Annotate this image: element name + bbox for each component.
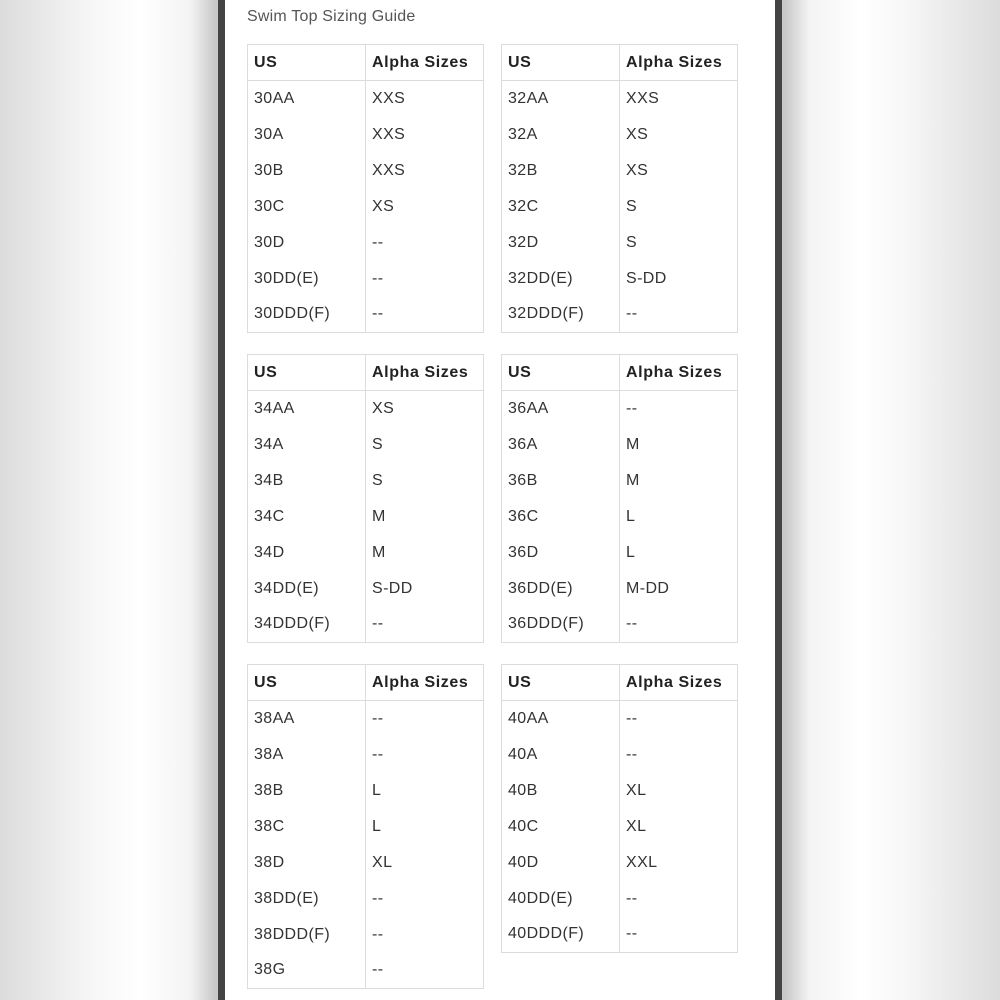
us-size-cell: 38D xyxy=(248,845,366,881)
us-size-cell: 38DDD(F) xyxy=(248,917,366,953)
table-row xyxy=(502,499,738,535)
table-row xyxy=(502,427,738,463)
size-table-30 xyxy=(247,44,484,333)
alpha-size-cell: -- xyxy=(366,261,484,297)
us-size-cell: 36B xyxy=(502,463,620,499)
table-row xyxy=(248,391,484,427)
alpha-size-cell: -- xyxy=(366,917,484,953)
table-row xyxy=(248,225,484,261)
table-row xyxy=(502,117,738,153)
us-size-cell: 30DD(E) xyxy=(248,261,366,297)
table-header-row xyxy=(502,355,738,391)
us-size-cell: 38DD(E) xyxy=(248,881,366,917)
alpha-size-cell: L xyxy=(620,535,738,571)
table-row xyxy=(248,701,484,737)
alpha-size-cell: -- xyxy=(620,391,738,427)
alpha-size-cell: XXL xyxy=(620,845,738,881)
table-row xyxy=(502,153,738,189)
us-size-cell: 30DDD(F) xyxy=(248,297,366,333)
table-row xyxy=(502,845,738,881)
page-title: Swim Top Sizing Guide xyxy=(247,8,416,25)
table-row xyxy=(248,153,484,189)
table-row xyxy=(248,881,484,917)
us-size-cell: 38B xyxy=(248,773,366,809)
us-size-cell: 34AA xyxy=(248,391,366,427)
table-row xyxy=(248,535,484,571)
alpha-size-cell: -- xyxy=(620,297,738,333)
alpha-size-cell: -- xyxy=(620,701,738,737)
size-table-38 xyxy=(247,664,484,989)
table-row xyxy=(502,809,738,845)
us-size-cell: 36D xyxy=(502,535,620,571)
table-header-row xyxy=(248,665,484,701)
table-row xyxy=(248,117,484,153)
us-size-cell: 36AA xyxy=(502,391,620,427)
alpha-size-cell: XXS xyxy=(620,81,738,117)
table-row xyxy=(248,261,484,297)
us-size-cell: 40D xyxy=(502,845,620,881)
us-size-cell: 32DDD(F) xyxy=(502,297,620,333)
alpha-size-cell: S-DD xyxy=(366,571,484,607)
alpha-size-cell: L xyxy=(366,809,484,845)
alpha-column-header: Alpha Sizes xyxy=(620,355,738,391)
us-size-cell: 32C xyxy=(502,189,620,225)
alpha-size-cell: M xyxy=(620,427,738,463)
alpha-size-cell: -- xyxy=(366,881,484,917)
alpha-size-cell: S xyxy=(366,427,484,463)
us-size-cell: 40DDD(F) xyxy=(502,917,620,953)
alpha-column-header: Alpha Sizes xyxy=(366,665,484,701)
alpha-size-cell: S-DD xyxy=(620,261,738,297)
alpha-size-cell: -- xyxy=(366,953,484,989)
table-row xyxy=(502,773,738,809)
alpha-size-cell: -- xyxy=(620,881,738,917)
table-row xyxy=(248,571,484,607)
alpha-column-header: Alpha Sizes xyxy=(366,45,484,81)
alpha-size-cell: XL xyxy=(620,773,738,809)
us-size-cell: 32B xyxy=(502,153,620,189)
alpha-size-cell: -- xyxy=(366,737,484,773)
table-row xyxy=(248,607,484,643)
table-row xyxy=(502,535,738,571)
table-row xyxy=(248,427,484,463)
alpha-size-cell: M-DD xyxy=(620,571,738,607)
us-size-cell: 34A xyxy=(248,427,366,463)
us-column-header: US xyxy=(248,355,366,391)
us-size-cell: 40B xyxy=(502,773,620,809)
table-row xyxy=(248,809,484,845)
sizing-guide-page xyxy=(225,0,775,1000)
us-column-header: US xyxy=(502,355,620,391)
us-size-cell: 34D xyxy=(248,535,366,571)
us-size-cell: 30AA xyxy=(248,81,366,117)
table-row xyxy=(502,81,738,117)
table-row xyxy=(248,737,484,773)
alpha-size-cell: S xyxy=(620,189,738,225)
us-size-cell: 38AA xyxy=(248,701,366,737)
us-size-cell: 40A xyxy=(502,737,620,773)
us-column-header: US xyxy=(502,665,620,701)
size-table-36 xyxy=(501,354,738,643)
table-row xyxy=(502,607,738,643)
table-row xyxy=(248,499,484,535)
us-size-cell: 30B xyxy=(248,153,366,189)
alpha-size-cell: -- xyxy=(620,737,738,773)
alpha-size-cell: XXS xyxy=(366,117,484,153)
us-size-cell: 30A xyxy=(248,117,366,153)
alpha-size-cell: L xyxy=(620,499,738,535)
alpha-size-cell: XL xyxy=(620,809,738,845)
table-row xyxy=(248,845,484,881)
us-size-cell: 38C xyxy=(248,809,366,845)
table-row xyxy=(502,571,738,607)
table-row xyxy=(502,391,738,427)
alpha-size-cell: -- xyxy=(620,917,738,953)
alpha-size-cell: M xyxy=(366,535,484,571)
table-row xyxy=(502,737,738,773)
us-size-cell: 32AA xyxy=(502,81,620,117)
table-row xyxy=(248,773,484,809)
alpha-column-header: Alpha Sizes xyxy=(620,665,738,701)
table-row xyxy=(248,189,484,225)
us-size-cell: 40C xyxy=(502,809,620,845)
alpha-size-cell: XS xyxy=(366,189,484,225)
table-row xyxy=(248,81,484,117)
alpha-size-cell: XXS xyxy=(366,153,484,189)
alpha-column-header: Alpha Sizes xyxy=(620,45,738,81)
us-size-cell: 36DDD(F) xyxy=(502,607,620,643)
alpha-size-cell: M xyxy=(366,499,484,535)
table-row xyxy=(502,261,738,297)
table-row xyxy=(248,297,484,333)
alpha-size-cell: XS xyxy=(620,117,738,153)
alpha-size-cell: XS xyxy=(366,391,484,427)
us-size-cell: 34C xyxy=(248,499,366,535)
alpha-size-cell: XS xyxy=(620,153,738,189)
us-size-cell: 32D xyxy=(502,225,620,261)
us-size-cell: 34DDD(F) xyxy=(248,607,366,643)
alpha-size-cell: M xyxy=(620,463,738,499)
table-row xyxy=(248,953,484,989)
table-header-row xyxy=(248,45,484,81)
us-column-header: US xyxy=(248,45,366,81)
us-column-header: US xyxy=(502,45,620,81)
us-size-cell: 36A xyxy=(502,427,620,463)
alpha-column-header: Alpha Sizes xyxy=(366,355,484,391)
us-size-cell: 40DD(E) xyxy=(502,881,620,917)
size-table-34 xyxy=(247,354,484,643)
us-size-cell: 36DD(E) xyxy=(502,571,620,607)
alpha-size-cell: S xyxy=(366,463,484,499)
table-row xyxy=(502,189,738,225)
table-row xyxy=(502,463,738,499)
table-row xyxy=(248,463,484,499)
us-size-cell: 36C xyxy=(502,499,620,535)
alpha-size-cell: -- xyxy=(366,225,484,261)
us-column-header: US xyxy=(248,665,366,701)
table-row xyxy=(502,297,738,333)
us-size-cell: 30C xyxy=(248,189,366,225)
us-size-cell: 38G xyxy=(248,953,366,989)
alpha-size-cell: XL xyxy=(366,845,484,881)
table-row xyxy=(502,881,738,917)
table-row xyxy=(248,917,484,953)
us-size-cell: 32A xyxy=(502,117,620,153)
us-size-cell: 34DD(E) xyxy=(248,571,366,607)
size-table-32 xyxy=(501,44,738,333)
table-header-row xyxy=(502,45,738,81)
us-size-cell: 30D xyxy=(248,225,366,261)
us-size-cell: 34B xyxy=(248,463,366,499)
alpha-size-cell: XXS xyxy=(366,81,484,117)
alpha-size-cell: -- xyxy=(366,297,484,333)
us-size-cell: 32DD(E) xyxy=(502,261,620,297)
alpha-size-cell: -- xyxy=(366,607,484,643)
us-size-cell: 40AA xyxy=(502,701,620,737)
table-row xyxy=(502,225,738,261)
alpha-size-cell: -- xyxy=(620,607,738,643)
table-row xyxy=(502,917,738,953)
size-table-40 xyxy=(501,664,738,953)
alpha-size-cell: L xyxy=(366,773,484,809)
alpha-size-cell: S xyxy=(620,225,738,261)
alpha-size-cell: -- xyxy=(366,701,484,737)
table-header-row xyxy=(248,355,484,391)
us-size-cell: 38A xyxy=(248,737,366,773)
table-header-row xyxy=(502,665,738,701)
table-row xyxy=(502,701,738,737)
